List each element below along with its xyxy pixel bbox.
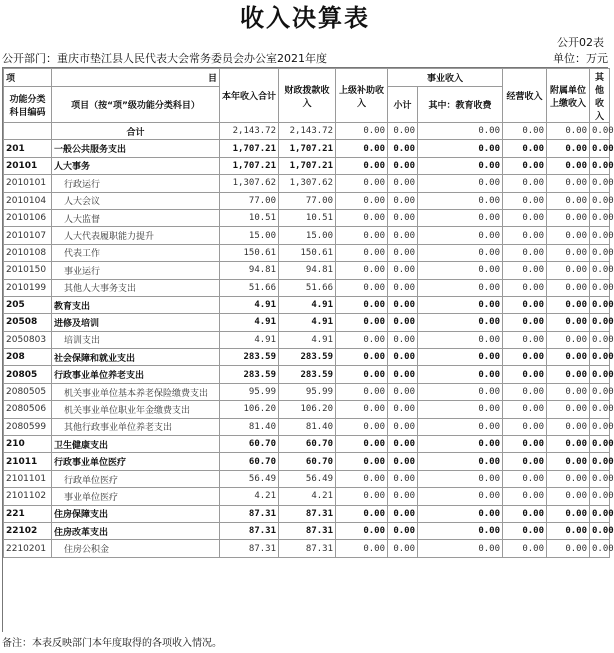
cell-business: 0.00	[503, 296, 547, 313]
cell-other: 0.00	[590, 262, 610, 279]
table-row	[4, 192, 610, 209]
table-row	[4, 366, 610, 383]
cell-superior: 0.00	[336, 157, 388, 174]
cell-superior: 0.00	[336, 262, 388, 279]
cell-affiliate: 0.00	[547, 470, 590, 487]
cell-career-edu: 0.00	[418, 401, 503, 418]
cell-total: 283.59	[220, 366, 279, 383]
cell-business: 0.00	[503, 175, 547, 192]
cell-superior: 0.00	[336, 209, 388, 226]
cell-total: 87.31	[220, 522, 279, 539]
cell-affiliate: 0.00	[547, 244, 590, 261]
cell-other: 0.00	[590, 209, 610, 226]
cell-fiscal: 87.31	[279, 522, 336, 539]
table-row	[4, 331, 610, 348]
cell-name: 住房改革支出	[52, 522, 220, 539]
cell-affiliate: 0.00	[547, 505, 590, 522]
cell-other: 0.00	[590, 157, 610, 174]
table-row	[4, 540, 610, 557]
cell-career-edu: 0.00	[418, 522, 503, 539]
cell-name: 进修及培训	[52, 314, 220, 331]
cell-career-sub: 0.00	[388, 262, 418, 279]
cell-other: 0.00	[590, 436, 610, 453]
cell-career-edu: 0.00	[418, 262, 503, 279]
cell-code: 2010106	[4, 209, 52, 226]
cell-total: 2,143.72	[220, 123, 279, 140]
cell-code: 2010104	[4, 192, 52, 209]
table-row	[4, 505, 610, 522]
cell-affiliate: 0.00	[547, 366, 590, 383]
cell-name: 事业单位医疗	[52, 488, 220, 505]
cell-total: 81.40	[220, 418, 279, 435]
cell-other: 0.00	[590, 488, 610, 505]
cell-name: 其他人大事务支出	[52, 279, 220, 296]
cell-career-sub: 0.00	[388, 296, 418, 313]
cell-other: 0.00	[590, 522, 610, 539]
cell-career-sub: 0.00	[388, 488, 418, 505]
table-row	[4, 209, 610, 226]
cell-name: 人大监督	[52, 209, 220, 226]
cell-superior: 0.00	[336, 418, 388, 435]
cell-affiliate: 0.00	[547, 349, 590, 366]
cell-code: 20508	[4, 314, 52, 331]
cell-total: 15.00	[220, 227, 279, 244]
cell-career-edu: 0.00	[418, 227, 503, 244]
cell-business: 0.00	[503, 123, 547, 140]
cell-other: 0.00	[590, 453, 610, 470]
cell-total: 60.70	[220, 436, 279, 453]
cell-code	[4, 123, 52, 140]
cell-fiscal: 4.91	[279, 296, 336, 313]
cell-code: 2080506	[4, 401, 52, 418]
cell-affiliate: 0.00	[547, 331, 590, 348]
cell-career-sub: 0.00	[388, 175, 418, 192]
cell-fiscal: 60.70	[279, 436, 336, 453]
cell-fiscal: 15.00	[279, 227, 336, 244]
cell-name: 代表工作	[52, 244, 220, 261]
cell-career-sub: 0.00	[388, 470, 418, 487]
cell-affiliate: 0.00	[547, 436, 590, 453]
cell-other: 0.00	[590, 401, 610, 418]
cell-business: 0.00	[503, 470, 547, 487]
table-row	[4, 123, 610, 140]
cell-business: 0.00	[503, 418, 547, 435]
cell-code: 2101101	[4, 470, 52, 487]
cell-affiliate: 0.00	[547, 192, 590, 209]
header-row-1	[4, 69, 610, 87]
cell-career-sub: 0.00	[388, 505, 418, 522]
cell-affiliate: 0.00	[547, 123, 590, 140]
cell-career-edu: 0.00	[418, 383, 503, 400]
cell-code: 210	[4, 436, 52, 453]
cell-affiliate: 0.00	[547, 453, 590, 470]
table-row	[4, 436, 610, 453]
cell-code: 2080505	[4, 383, 52, 400]
cell-code: 221	[4, 505, 52, 522]
header-business: 经营收入	[503, 69, 547, 123]
cell-career-edu: 0.00	[418, 209, 503, 226]
header-mu: 目	[52, 69, 220, 87]
cell-affiliate: 0.00	[547, 314, 590, 331]
cell-career-edu: 0.00	[418, 123, 503, 140]
cell-fiscal: 87.31	[279, 540, 336, 557]
cell-total: 4.91	[220, 331, 279, 348]
cell-fiscal: 4.91	[279, 331, 336, 348]
cell-business: 0.00	[503, 505, 547, 522]
table-row	[4, 244, 610, 261]
cell-career-sub: 0.00	[388, 227, 418, 244]
table-row	[4, 349, 610, 366]
cell-affiliate: 0.00	[547, 175, 590, 192]
cell-code: 2101102	[4, 488, 52, 505]
cell-name: 其他行政事业单位养老支出	[52, 418, 220, 435]
cell-fiscal: 77.00	[279, 192, 336, 209]
cell-code: 20805	[4, 366, 52, 383]
cell-total: 51.66	[220, 279, 279, 296]
cell-other: 0.00	[590, 383, 610, 400]
cell-total: 1,307.62	[220, 175, 279, 192]
cell-superior: 0.00	[336, 436, 388, 453]
cell-business: 0.00	[503, 436, 547, 453]
cell-superior: 0.00	[336, 488, 388, 505]
cell-career-edu: 0.00	[418, 331, 503, 348]
cell-total: 4.91	[220, 314, 279, 331]
cell-other: 0.00	[590, 314, 610, 331]
cell-code: 21011	[4, 453, 52, 470]
cell-other: 0.00	[590, 366, 610, 383]
cell-career-sub: 0.00	[388, 436, 418, 453]
cell-total: 87.31	[220, 540, 279, 557]
cell-business: 0.00	[503, 331, 547, 348]
cell-career-edu: 0.00	[418, 540, 503, 557]
cell-career-sub: 0.00	[388, 157, 418, 174]
cell-fiscal: 4.91	[279, 314, 336, 331]
table-row	[4, 140, 610, 157]
cell-career-edu: 0.00	[418, 140, 503, 157]
cell-total: 4.91	[220, 296, 279, 313]
cell-fiscal: 2,143.72	[279, 123, 336, 140]
cell-fiscal: 94.81	[279, 262, 336, 279]
cell-other: 0.00	[590, 505, 610, 522]
cell-total: 95.99	[220, 383, 279, 400]
cell-business: 0.00	[503, 453, 547, 470]
cell-career-edu: 0.00	[418, 366, 503, 383]
table-row	[4, 296, 610, 313]
cell-career-edu: 0.00	[418, 488, 503, 505]
cell-total: 60.70	[220, 453, 279, 470]
cell-business: 0.00	[503, 157, 547, 174]
cell-affiliate: 0.00	[547, 209, 590, 226]
table-row	[4, 488, 610, 505]
cell-career-sub: 0.00	[388, 279, 418, 296]
cell-fiscal: 150.61	[279, 244, 336, 261]
cell-code: 201	[4, 140, 52, 157]
cell-name: 社会保障和就业支出	[52, 349, 220, 366]
cell-code: 2010108	[4, 244, 52, 261]
cell-name: 人大事务	[52, 157, 220, 174]
cell-superior: 0.00	[336, 123, 388, 140]
cell-fiscal: 51.66	[279, 279, 336, 296]
cell-affiliate: 0.00	[547, 522, 590, 539]
cell-affiliate: 0.00	[547, 418, 590, 435]
cell-code: 2080599	[4, 418, 52, 435]
cell-affiliate: 0.00	[547, 540, 590, 557]
cell-career-edu: 0.00	[418, 453, 503, 470]
table-row	[4, 383, 610, 400]
cell-career-sub: 0.00	[388, 366, 418, 383]
cell-affiliate: 0.00	[547, 227, 590, 244]
cell-total: 4.21	[220, 488, 279, 505]
cell-code: 2010199	[4, 279, 52, 296]
cell-business: 0.00	[503, 540, 547, 557]
cell-other: 0.00	[590, 244, 610, 261]
cell-superior: 0.00	[336, 175, 388, 192]
cell-superior: 0.00	[336, 227, 388, 244]
cell-career-sub: 0.00	[388, 209, 418, 226]
cell-fiscal: 87.31	[279, 505, 336, 522]
cell-business: 0.00	[503, 401, 547, 418]
cell-name: 人大代表履职能力提升	[52, 227, 220, 244]
cell-name: 教育支出	[52, 296, 220, 313]
cell-career-edu: 0.00	[418, 436, 503, 453]
cell-other: 0.00	[590, 123, 610, 140]
table-row	[4, 418, 610, 435]
cell-other: 0.00	[590, 175, 610, 192]
cell-code: 2010101	[4, 175, 52, 192]
cell-business: 0.00	[503, 366, 547, 383]
cell-career-sub: 0.00	[388, 540, 418, 557]
cell-other: 0.00	[590, 470, 610, 487]
cell-business: 0.00	[503, 522, 547, 539]
table-row	[4, 401, 610, 418]
cell-name: 人大会议	[52, 192, 220, 209]
header-fiscal: 财政拨款收入	[279, 69, 336, 123]
cell-business: 0.00	[503, 209, 547, 226]
info-line	[2, 50, 608, 66]
table-row	[4, 227, 610, 244]
cell-career-edu: 0.00	[418, 470, 503, 487]
cell-fiscal: 10.51	[279, 209, 336, 226]
cell-superior: 0.00	[336, 314, 388, 331]
cell-career-edu: 0.00	[418, 418, 503, 435]
cell-business: 0.00	[503, 279, 547, 296]
cell-name: 行政运行	[52, 175, 220, 192]
cell-name: 卫生健康支出	[52, 436, 220, 453]
cell-fiscal: 1,707.21	[279, 157, 336, 174]
cell-total: 283.59	[220, 349, 279, 366]
cell-business: 0.00	[503, 227, 547, 244]
cell-superior: 0.00	[336, 192, 388, 209]
cell-business: 0.00	[503, 262, 547, 279]
cell-career-edu: 0.00	[418, 505, 503, 522]
table-row	[4, 262, 610, 279]
unit-label: 单位：万元	[553, 52, 608, 65]
cell-superior: 0.00	[336, 349, 388, 366]
cell-other: 0.00	[590, 192, 610, 209]
cell-name: 住房保障支出	[52, 505, 220, 522]
cell-total: 10.51	[220, 209, 279, 226]
cell-name: 行政事业单位养老支出	[52, 366, 220, 383]
cell-code: 205	[4, 296, 52, 313]
cell-affiliate: 0.00	[547, 262, 590, 279]
cell-other: 0.00	[590, 540, 610, 557]
cell-superior: 0.00	[336, 401, 388, 418]
cell-career-edu: 0.00	[418, 157, 503, 174]
cell-career-edu: 0.00	[418, 296, 503, 313]
cell-other: 0.00	[590, 418, 610, 435]
cell-fiscal: 56.49	[279, 470, 336, 487]
cell-code: 2010150	[4, 262, 52, 279]
cell-career-edu: 0.00	[418, 314, 503, 331]
cell-name: 行政单位医疗	[52, 470, 220, 487]
cell-code: 20101	[4, 157, 52, 174]
cell-name: 住房公积金	[52, 540, 220, 557]
cell-business: 0.00	[503, 488, 547, 505]
cell-fiscal: 60.70	[279, 453, 336, 470]
header-career-edu: 其中：教育收费	[418, 87, 503, 123]
cell-career-sub: 0.00	[388, 418, 418, 435]
cell-superior: 0.00	[336, 505, 388, 522]
cell-career-edu: 0.00	[418, 192, 503, 209]
cell-fiscal: 1,707.21	[279, 140, 336, 157]
cell-fiscal: 81.40	[279, 418, 336, 435]
table-body	[4, 123, 614, 558]
cell-superior: 0.00	[336, 244, 388, 261]
cell-superior: 0.00	[336, 470, 388, 487]
cell-career-sub: 0.00	[388, 244, 418, 261]
cell-business: 0.00	[503, 314, 547, 331]
cell-fiscal: 283.59	[279, 349, 336, 366]
cell-total: 150.61	[220, 244, 279, 261]
cell-fiscal: 106.20	[279, 401, 336, 418]
table-row	[4, 157, 610, 174]
cell-superior: 0.00	[336, 279, 388, 296]
cell-code: 2210201	[4, 540, 52, 557]
cell-total: 94.81	[220, 262, 279, 279]
form-id-label: 公开02表	[557, 36, 604, 49]
cell-superior: 0.00	[336, 366, 388, 383]
cell-other: 0.00	[590, 279, 610, 296]
table-row	[4, 470, 610, 487]
cell-superior: 0.00	[336, 331, 388, 348]
department-label: 公开部门：重庆市垫江县人民代表大会常务委员会办公室2021年度	[2, 52, 327, 65]
header-code: 功能分类科目编码	[4, 87, 52, 123]
cell-fiscal: 95.99	[279, 383, 336, 400]
cell-other: 0.00	[590, 296, 610, 313]
cell-total: 56.49	[220, 470, 279, 487]
footnote: 备注：本表反映部门本年度取得的各项收入情况。	[2, 638, 222, 649]
cell-total: 1,707.21	[220, 157, 279, 174]
cell-superior: 0.00	[336, 383, 388, 400]
header-superior: 上级补助收入	[336, 69, 388, 123]
page-title: 收入决算表	[240, 4, 370, 32]
table-row	[4, 175, 610, 192]
cell-total: 106.20	[220, 401, 279, 418]
cell-superior: 0.00	[336, 522, 388, 539]
cell-business: 0.00	[503, 383, 547, 400]
cell-affiliate: 0.00	[547, 296, 590, 313]
cell-code: 208	[4, 349, 52, 366]
cell-name: 事业运行	[52, 262, 220, 279]
cell-other: 0.00	[590, 331, 610, 348]
cell-career-sub: 0.00	[388, 349, 418, 366]
table-row	[4, 453, 610, 470]
cell-other: 0.00	[590, 349, 610, 366]
cell-career-edu: 0.00	[418, 279, 503, 296]
income-table	[3, 68, 614, 558]
cell-career-sub: 0.00	[388, 192, 418, 209]
cell-code: 22102	[4, 522, 52, 539]
cell-name: 行政事业单位医疗	[52, 453, 220, 470]
header-other: 其他收入	[590, 69, 610, 123]
cell-other: 0.00	[590, 140, 610, 157]
cell-name: 培训支出	[52, 331, 220, 348]
cell-fiscal: 4.21	[279, 488, 336, 505]
cell-name: 机关事业单位职业年金缴费支出	[52, 401, 220, 418]
cell-affiliate: 0.00	[547, 157, 590, 174]
cell-affiliate: 0.00	[547, 488, 590, 505]
cell-career-edu: 0.00	[418, 244, 503, 261]
cell-affiliate: 0.00	[547, 401, 590, 418]
cell-business: 0.00	[503, 244, 547, 261]
header-item: 项	[4, 69, 52, 87]
header-name: 项目（按“项”级功能分类科目）	[52, 87, 220, 123]
cell-name: 机关事业单位基本养老保险缴费支出	[52, 383, 220, 400]
cell-fiscal: 283.59	[279, 366, 336, 383]
cell-superior: 0.00	[336, 140, 388, 157]
cell-career-sub: 0.00	[388, 453, 418, 470]
table-row	[4, 522, 610, 539]
cell-affiliate: 0.00	[547, 383, 590, 400]
cell-career-edu: 0.00	[418, 349, 503, 366]
cell-career-sub: 0.00	[388, 383, 418, 400]
cell-business: 0.00	[503, 349, 547, 366]
cell-business: 0.00	[503, 140, 547, 157]
cell-business: 0.00	[503, 192, 547, 209]
header-total-income: 本年收入合计	[220, 69, 279, 123]
cell-affiliate: 0.00	[547, 279, 590, 296]
cell-code: 2050803	[4, 331, 52, 348]
cell-other: 0.00	[590, 227, 610, 244]
cell-career-sub: 0.00	[388, 331, 418, 348]
cell-superior: 0.00	[336, 453, 388, 470]
cell-career-sub: 0.00	[388, 140, 418, 157]
cell-total: 77.00	[220, 192, 279, 209]
table-row	[4, 314, 610, 331]
cell-superior: 0.00	[336, 296, 388, 313]
cell-career-sub: 0.00	[388, 401, 418, 418]
cell-career-edu: 0.00	[418, 175, 503, 192]
table-row	[4, 279, 610, 296]
cell-career-sub: 0.00	[388, 522, 418, 539]
header-affiliate: 附属单位上缴收入	[547, 69, 590, 123]
cell-total: 1,707.21	[220, 140, 279, 157]
cell-career-sub: 0.00	[388, 123, 418, 140]
header-career: 事业收入	[388, 69, 503, 87]
cell-name: 合计	[52, 123, 220, 140]
cell-career-sub: 0.00	[388, 314, 418, 331]
cell-code: 2010107	[4, 227, 52, 244]
cell-name: 一般公共服务支出	[52, 140, 220, 157]
cell-total: 87.31	[220, 505, 279, 522]
cell-fiscal: 1,307.62	[279, 175, 336, 192]
income-table-wrapper	[2, 67, 614, 632]
cell-affiliate: 0.00	[547, 140, 590, 157]
cell-superior: 0.00	[336, 540, 388, 557]
header-career-sub: 小计	[388, 87, 418, 123]
